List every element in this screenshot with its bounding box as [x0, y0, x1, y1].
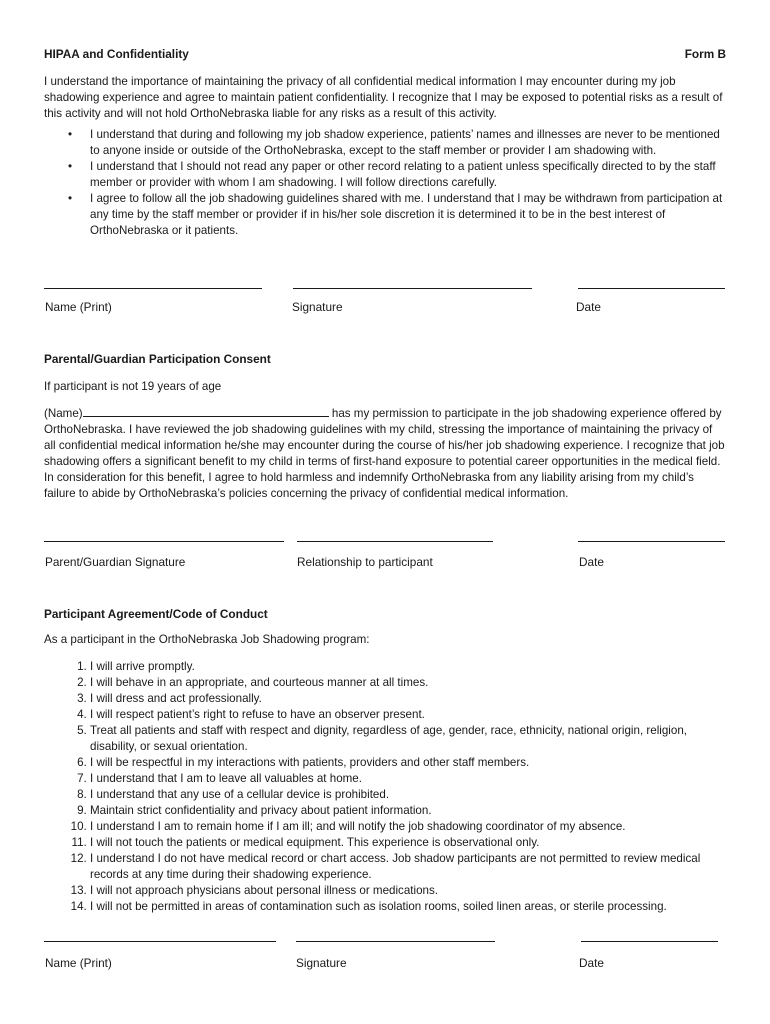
name-prefix: (Name) [44, 407, 83, 420]
hipaa-name-label: Name (Print) [45, 300, 112, 314]
relationship-label: Relationship to participant [297, 555, 433, 569]
parental-consent-text [44, 405, 726, 502]
list-item: 14. I will not be permitted in areas of contamination such as isolation rooms, soiled linen areas, or sterile processing. [90, 899, 726, 915]
list-item: 2. I will behave in an appropriate, and courteous manner at all times. [90, 675, 726, 691]
hipaa-date-line[interactable] [578, 288, 725, 289]
hipaa-bullet: • I understand that during and following my job shadow experience, patients’ names and illnesses are never to be mentioned to anyone inside or outside of the OrthoNebraska, except to the staff member or provider I am shadowing with. [90, 127, 726, 159]
relationship-line[interactable] [297, 541, 493, 542]
hipaa-bullet-list [44, 127, 726, 239]
page-header [44, 46, 726, 62]
list-item: 7. I understand that I am to leave all valuables at home. [90, 771, 726, 787]
list-item: 5. Treat all patients and staff with respect and dignity, regardless of age, gender, race, ethnicity, national origin, religion, disability, or sexual orientation. [90, 723, 726, 755]
conduct-date-line[interactable] [581, 941, 718, 942]
conduct-date-label: Date [579, 956, 604, 970]
parental-section-title: Parental/Guardian Participation Consent [44, 352, 271, 366]
conduct-intro: As a participant in the OrthoNebraska Job Shadowing program: [44, 633, 370, 646]
list-item: 13. I will not approach physicians about personal illness or medications. [90, 883, 726, 899]
parental-age-note: If participant is not 19 years of age [44, 380, 222, 393]
conduct-section-title: Participant Agreement/Code of Conduct [44, 607, 268, 621]
conduct-name-line[interactable] [44, 941, 276, 942]
list-item: 4. I will respect patient’s right to refuse to have an observer present. [90, 707, 726, 723]
parent-date-line[interactable] [578, 541, 725, 542]
list-item: 9. Maintain strict confidentiality and privacy about patient information. [90, 803, 726, 819]
conduct-signature-line[interactable] [296, 941, 495, 942]
hipaa-bullet: • I understand that I should not read any paper or other record relating to a patient unless specifically directed to by the staff member or provider with whom I am shadowing. I will follow directions carefully. [90, 159, 726, 191]
list-item: 10. I understand I am to remain home if I am ill; and will notify the job shadowing coordinator of my absence. [90, 819, 726, 835]
form-label: Form B [684, 47, 726, 61]
hipaa-date-label: Date [576, 300, 601, 314]
hipaa-signature-line[interactable] [293, 288, 532, 289]
hipaa-signature-label: Signature [292, 300, 343, 314]
conduct-list [44, 659, 726, 915]
parent-signature-label: Parent/Guardian Signature [45, 555, 186, 569]
list-item: 3. I will dress and act professionally. [90, 691, 726, 707]
hipaa-section [44, 46, 726, 239]
hipaa-bullet: • I agree to follow all the job shadowing guidelines shared with me. I understand that I may be withdrawn from participation at any time by the staff member or provider if in his/her sole discretion it is determined it to be in the best interest of OrthoNebraska or it patients. [90, 191, 726, 239]
list-item: 8. I understand that any use of a cellular device is prohibited. [90, 787, 726, 803]
parent-signature-line[interactable] [44, 541, 284, 542]
conduct-list-block [44, 659, 726, 915]
hipaa-name-line[interactable] [44, 288, 262, 289]
page-title: HIPAA and Confidentiality [44, 47, 189, 61]
parent-date-label: Date [579, 555, 604, 569]
hipaa-intro: I understand the importance of maintaining the privacy of all confidential medical information I may encounter during my job shadowing experience and agree to maintain patient confidentiality. I recognize that I may be exposed to potential risks as a result of this activity and will not hold OrthoNebraska liable for any risks as a result of this activity. [44, 75, 723, 120]
parental-consent-body: has my permission to participate in the job shadowing experience offered by OrthoNebraska. I have reviewed the job shadowing guidelines with my child, stressing the importance of maintaining the privacy of all confidential medical information he/she may encounter during the course of his/her job shadowing experience. I recognize that job shadowing offers a significant benefit to my child in terms of first-hand exposure to potential career opportunities in the medical field. In consideration for this benefit, I agree to hold harmless and indemnify OrthoNebraska from any liability arising from my child’s failure to abide by OrthoNebraska’s policies concerning the privacy of confidential medical information. [44, 407, 725, 500]
list-item: 1. I will arrive promptly. [90, 659, 726, 675]
child-name-blank[interactable] [83, 405, 329, 417]
list-item: 11. I will not touch the patients or medical equipment. This experience is observational only. [90, 835, 726, 851]
list-item: 12. I understand I do not have medical record or chart access. Job shadow participants are not permitted to review medical records at any time during their shadowing experience. [90, 851, 726, 883]
conduct-signature-label: Signature [296, 956, 347, 970]
conduct-name-label: Name (Print) [45, 956, 112, 970]
list-item: 6. I will be respectful in my interactions with patients, providers and other staff members. [90, 755, 726, 771]
